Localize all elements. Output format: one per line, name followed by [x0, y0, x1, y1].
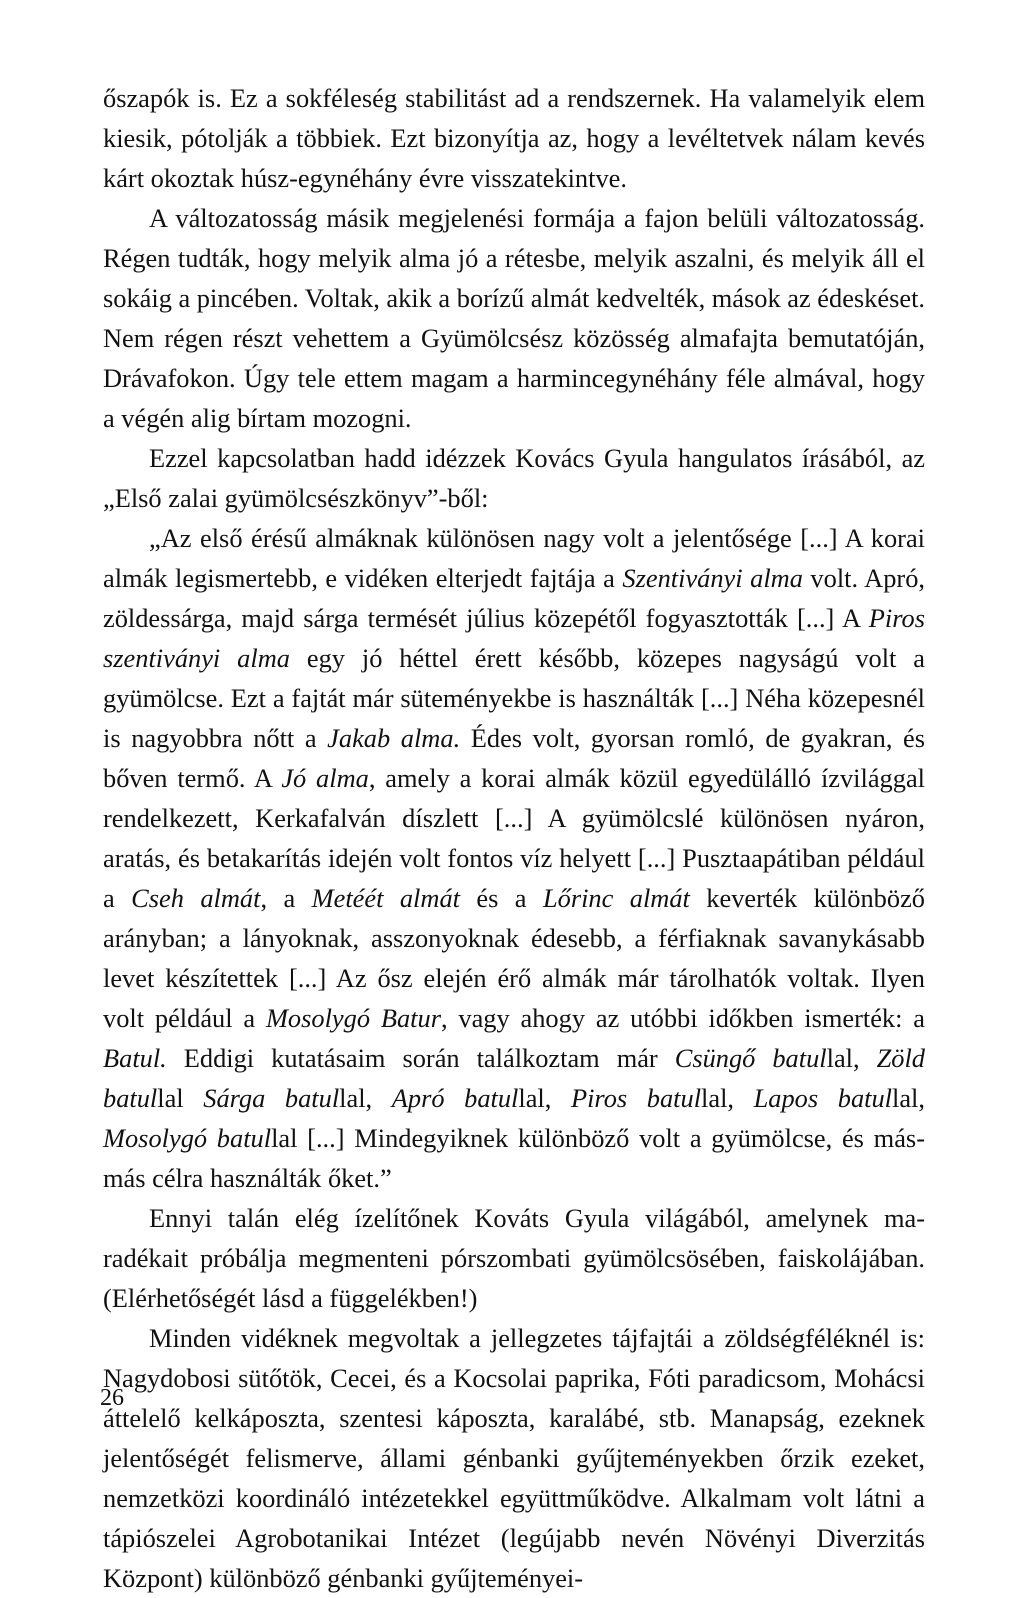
text-run: lal	[157, 1083, 204, 1113]
text-run: , vagy ahogy az utóbbi időkben ismerték: a	[440, 1003, 925, 1033]
italic-term: Lapos batul	[753, 1083, 892, 1113]
text-run: egy jó héttel érett később, közepes nagyságú volt a gyümölcse. Ezt a fajtát már süteményekbe is használták [...] Néha közepesnél is nagyobbra nőtt a	[103, 643, 925, 753]
italic-term: Apró batul	[391, 1083, 519, 1113]
text-run: keverték különböző arányban; a lányoknak, asszonyoknak édesebb, a férfiaknak savanykásabb levet készítettek [...] Az ősz elején érő almák már tárolhatók voltak. Ilyen volt például a	[103, 883, 925, 1033]
italic-term: Szentiványi alma	[622, 563, 803, 593]
text-run: lal,	[339, 1083, 392, 1113]
italic-term: Jó alma	[281, 763, 369, 793]
italic-term: Zöld batul	[103, 1043, 925, 1113]
text-run: őszapók is. Ez a sokféleség stabilitást ad a rendszernek. Ha valamelyik elem kiesik, pótolják a többiek. Ezt bizonyítja az, hogy a levéltetvek nálam kevés kárt okoztak húsz-egynéhány évre visszatekintve.	[103, 83, 925, 193]
text-run: Eddigi kutatásaim során találkoztam már	[166, 1043, 675, 1073]
text-run: , a	[260, 883, 312, 913]
italic-term: Batul.	[103, 1043, 167, 1073]
body-text	[103, 78, 925, 1598]
italic-term: Mosolygó batul	[103, 1123, 272, 1153]
italic-term: Jakab alma.	[327, 723, 461, 753]
text-run: , amely a korai almák közül egyedülálló ízvilággal rendelkezett, Kerkafalván díszlett [...] A gyümölcslé különösen nyáron, aratás, és betakarítás idején volt fontos víz helyett [...] Pusztaapátiban például a	[103, 763, 925, 913]
text-run: A változatosság másik megjelenési formája a fajon belüli változatosság. Régen tudták, hogy melyik alma jó a rétesbe, melyik aszalni, és melyik áll el sokáig a pincében. Voltak, akik a borízű almát kedvelték, mások az édeskéset. Nem régen részt vehettem a Gyümölcsész közösség almafajta bemutatóján, Drávafokon. Úgy tele ettem magam a harmincegynéhány féle almával, hogy a végén alig bírtam mozogni.	[103, 203, 925, 433]
italic-term: Csüngő batul	[674, 1043, 827, 1073]
paragraph	[103, 78, 925, 198]
paragraph	[103, 1198, 925, 1318]
page-number: 26	[100, 1385, 124, 1411]
text-run: volt. Apró, zöldessárga, majd sárga termését július közepétől fogyasztották [...] A	[103, 563, 925, 633]
text-run: Ennyi talán elég ízelítőnek Kováts Gyula világából, amelynek maradékait próbálja megmenteni pórszombati gyümölcsösében, faiskolájában. (Elérhetőségét lásd a függelékben!)	[103, 1203, 925, 1313]
text-run: és a	[459, 883, 543, 913]
text-run: lal,	[701, 1083, 754, 1113]
text-run: Ezzel kapcsolatban hadd idézzek Kovács Gyula hangulatos írásából, az „Első zalai gyümölcsészkönyv”-ből:	[103, 443, 925, 513]
text-run: lal,	[892, 1083, 925, 1113]
italic-term: Lőrinc almát	[542, 883, 690, 913]
text-run: lal,	[826, 1043, 877, 1073]
text-run: Minden vidéknek megvoltak a jellegzetes tájfajtái a zöldségféléknél is: Nagydobosi sütőtök, Cecei, és a Kocsolai paprika, Fóti paradicsom, Mohácsi áttelelő kelkáposzta, szentesi káposzta, karalábé, stb. Manapság, ezeknek jelentőségét felismerve, állami génbanki gyűjteményekben őrzik ezeket, nemzetközi koordináló intézetekkel együttműködve. Alkalmam volt látni a tápiószelei Agrobotanikai Intézet (legújabb nevén Növényi Diverzitás Központ) különböző génbanki gyűjteményei-	[103, 1323, 925, 1593]
paragraph	[103, 518, 925, 1198]
italic-term: Piros szentiványi alma	[103, 603, 925, 673]
text-run: Édes volt, gyorsan romló, de gyakran, és bőven termő. A	[103, 723, 926, 793]
text-run: „Az első érésű almáknak különösen nagy volt a jelentősége [...] A korai almák legismertebb, e vidéken elterjedt fajtája a	[103, 523, 925, 593]
paragraph	[103, 1318, 925, 1598]
italic-term: Cseh almát	[131, 883, 261, 913]
text-run: lal [...] Mindegyiknek különböző volt a gyümölcse, és más-más célra használták őket.”	[103, 1123, 925, 1193]
paragraph	[103, 198, 925, 438]
paragraph	[103, 438, 925, 518]
text-run: lal,	[518, 1083, 571, 1113]
italic-term: Sárga batul	[203, 1083, 340, 1113]
italic-term: Mosolygó Batur	[265, 1003, 441, 1033]
italic-term: Piros batul	[570, 1083, 702, 1113]
italic-term: Metéét almát	[311, 883, 460, 913]
